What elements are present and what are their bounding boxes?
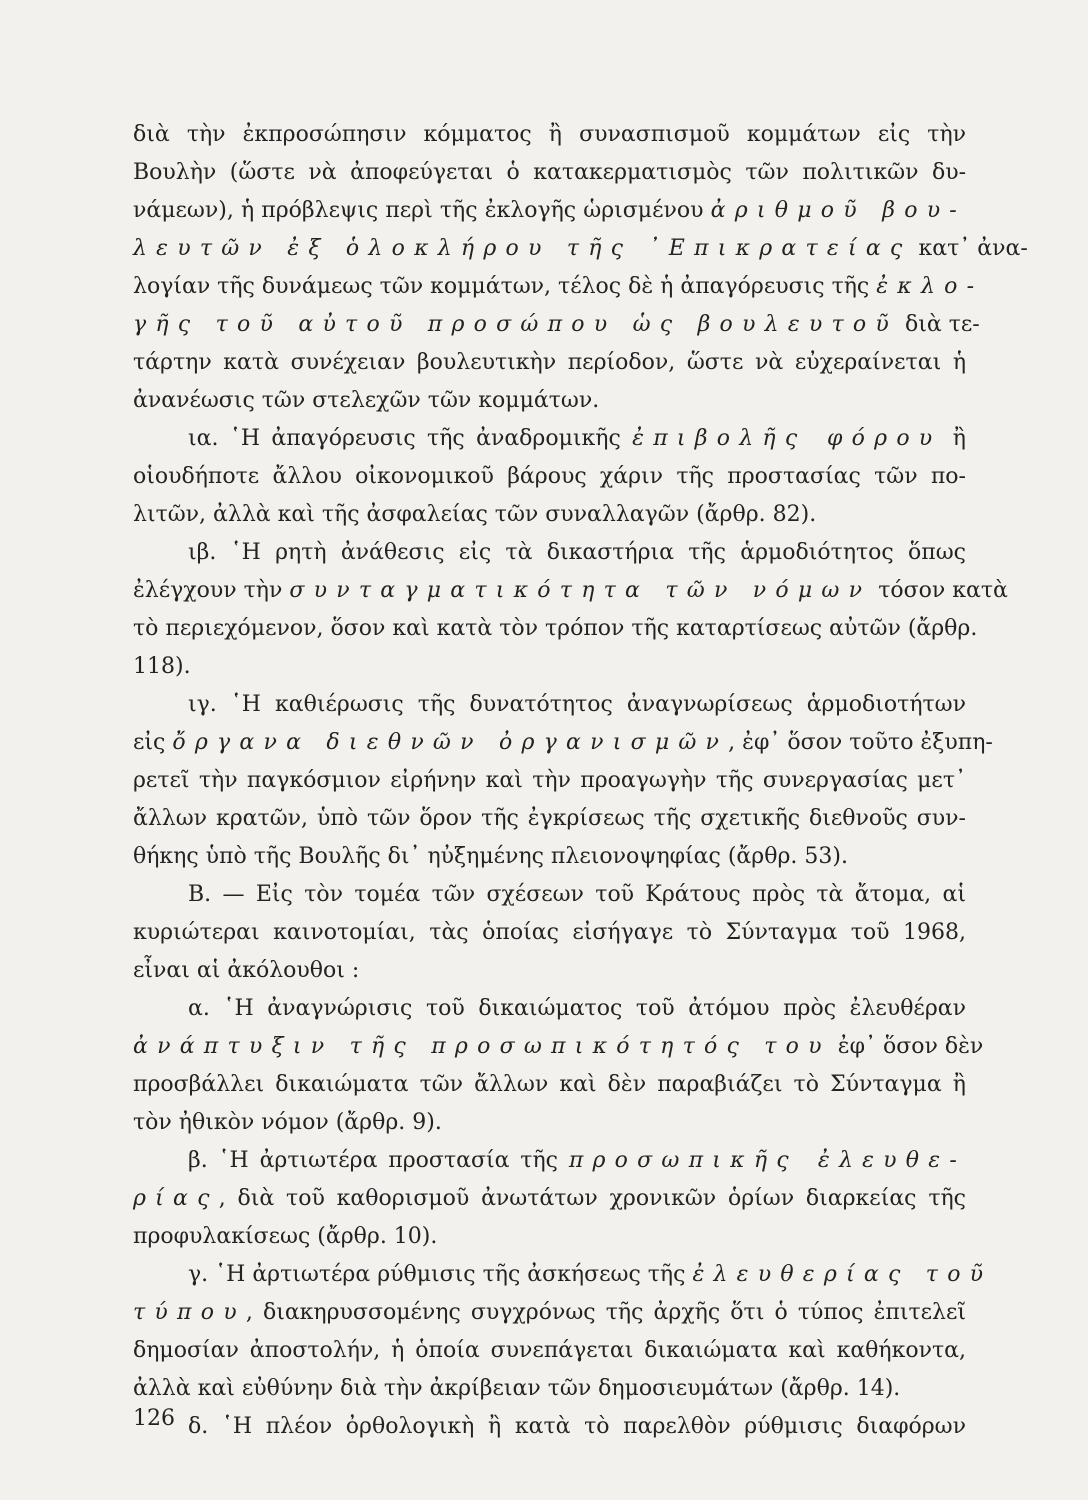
text-line bbox=[133, 990, 966, 1028]
text-segment: ἄλλων κρατῶν, ὑπὸ τῶν ὅρον τῆς ἐγκρίσεως τῆς σχετικῆς διεθνοῦς συν- bbox=[133, 806, 966, 831]
text-segment: διὰ τε- bbox=[898, 312, 980, 337]
text-line bbox=[133, 192, 966, 230]
text-segment: Β. — Εἰς τὸν τομέα τῶν σχέσεων τοῦ Κράτους πρὸς τὰ ἄτομα, αἱ bbox=[188, 882, 966, 907]
text-line bbox=[133, 116, 966, 154]
text-segment: ἀνανέωσις τῶν στελεχῶν τῶν κομμάτων. bbox=[133, 388, 600, 413]
spaced-emphasis-text: ἀριθμοῦ βου- bbox=[710, 198, 966, 223]
text-line bbox=[133, 1294, 966, 1332]
text-segment: εἶναι αἱ ἀκόλουθοι : bbox=[133, 958, 360, 983]
text-line bbox=[133, 876, 966, 914]
text-segment: ἀλλὰ καὶ εὐθύνην διὰ τὴν ἀκρίβειαν τῶν δημοσιευμάτων (ἄρθρ. 14). bbox=[133, 1376, 901, 1401]
text-segment: διὰ τὴν ἐκπροσώπησιν κόμματος ἢ συνασπισμοῦ κομμάτων εἰς τὴν bbox=[133, 122, 966, 147]
text-segment: δ. ῾Η πλέον ὀρθολογικὴ ἢ κατὰ τὸ παρελθὸν ρύθμισις διαφόρων bbox=[188, 1414, 966, 1439]
text-line bbox=[133, 382, 966, 420]
text-segment: , ἐφ᾿ ὅσον τοῦτο ἐξυπη- bbox=[728, 730, 993, 755]
text-line bbox=[133, 230, 1028, 268]
text-line bbox=[133, 686, 966, 724]
text-line bbox=[133, 1028, 984, 1066]
text-line bbox=[133, 458, 966, 496]
text-line bbox=[133, 1256, 993, 1294]
text-line bbox=[133, 572, 1008, 610]
text-segment: οἱουδήποτε ἄλλου οἰκονομικοῦ βάρους χάριν τῆς προστασίας τῶν πο- bbox=[133, 464, 966, 489]
spaced-emphasis-text: γῆς τοῦ αὐτοῦ προσώπου ὡς βουλευτοῦ bbox=[133, 312, 899, 337]
spaced-emphasis-text: ἐπιβολῆς φόρου bbox=[632, 426, 942, 451]
text-line bbox=[133, 534, 966, 572]
body-text bbox=[133, 116, 1028, 1446]
text-segment: θήκης ὑπὸ τῆς Βουλῆς δι᾿ ηὐξημένης πλειονοψηφίας (ἄρθρ. 53). bbox=[133, 844, 848, 869]
text-segment: , διακηρυσσομένης συγχρόνως τῆς ἀρχῆς ὅτι ὁ τύπος ἐπιτελεῖ bbox=[245, 1300, 966, 1325]
text-segment: ια. ῾Η ἀπαγόρευσις τῆς ἀναδρομικῆς bbox=[188, 426, 633, 451]
text-segment: ἢ bbox=[941, 426, 966, 451]
text-segment: προφυλακίσεως (ἄρθρ. 10). bbox=[133, 1224, 438, 1249]
text-segment: λιτῶν, ἀλλὰ καὶ τῆς ἀσφαλείας τῶν συναλλαγῶν (ἄρθρ. 82). bbox=[133, 502, 817, 527]
spaced-emphasis-text: συνταγματικότητα τῶν νόμων bbox=[289, 578, 872, 603]
text-segment: κατ᾿ ἀνα- bbox=[911, 236, 1028, 261]
text-segment: 118). bbox=[133, 654, 191, 679]
text-segment: κυριώτεραι καινοτομίαι, τὰς ὁποίας εἰσήγαγε τὸ Σύνταγμα τοῦ 1968, bbox=[133, 920, 966, 945]
text-line bbox=[133, 914, 966, 952]
spaced-emphasis-text: τύπου bbox=[133, 1300, 246, 1325]
text-line bbox=[133, 952, 966, 990]
text-line bbox=[133, 1104, 966, 1142]
text-segment: , διὰ τοῦ καθορισμοῦ ἀνωτάτων χρονικῶν ὁρίων διαρκείας τῆς bbox=[218, 1186, 966, 1211]
text-segment: ἐλέγχουν τὴν bbox=[133, 578, 290, 603]
text-line bbox=[133, 724, 993, 762]
text-segment: τὸ περιεχόμενον, ὅσον καὶ κατὰ τὸν τρόπον τῆς καταρτίσεως αὐτῶν (ἄρθρ. bbox=[133, 616, 978, 641]
spaced-emphasis-text: ἀνάπτυξιν τῆς προσωπικότητός του bbox=[133, 1034, 831, 1059]
text-line bbox=[133, 1180, 966, 1218]
text-line bbox=[133, 1142, 966, 1180]
spaced-emphasis-text: ρίας bbox=[133, 1186, 219, 1211]
spaced-emphasis-text: ἐλευθερίας τοῦ bbox=[692, 1262, 993, 1287]
text-segment: Βουλὴν (ὥστε νὰ ἀποφεύγεται ὁ κατακερματισμὸς τῶν πολιτικῶν δυ- bbox=[133, 160, 966, 185]
text-line bbox=[133, 1370, 966, 1408]
text-line bbox=[133, 496, 966, 534]
text-segment: ρετεῖ τὴν παγκόσμιον εἰρήνην καὶ τὴν προαγωγὴν τῆς συνεργασίας μετ᾿ bbox=[133, 768, 966, 793]
text-line bbox=[133, 344, 966, 382]
text-line bbox=[133, 1066, 966, 1104]
text-segment: εἰς bbox=[133, 730, 173, 755]
text-line bbox=[133, 1332, 966, 1370]
text-line bbox=[133, 1408, 966, 1446]
text-line bbox=[133, 800, 966, 838]
text-line bbox=[133, 420, 966, 458]
text-segment: β. ῾Η ἀρτιωτέρα προστασία τῆς bbox=[188, 1148, 569, 1173]
page-number: 126 bbox=[133, 1406, 175, 1431]
text-line bbox=[133, 154, 966, 192]
text-segment: νάμεων), ἡ πρόβλεψις περὶ τῆς ἐκλογῆς ὡρισμένου bbox=[133, 198, 711, 223]
spaced-emphasis-text: ὄργανα διεθνῶν ὀργανισμῶν bbox=[172, 730, 729, 755]
text-line bbox=[133, 838, 966, 876]
text-line bbox=[133, 610, 978, 648]
text-segment: τάρτην κατὰ συνέχειαν βουλευτικὴν περίοδον, ὥστε νὰ εὐχεραίνεται ἡ bbox=[133, 350, 966, 375]
text-segment: ιβ. ῾Η ρητὴ ἀνάθεσις εἰς τὰ δικαστήρια τῆς ἁρμοδιότητος ὅπως bbox=[188, 540, 966, 565]
text-line bbox=[133, 648, 966, 686]
text-line bbox=[133, 762, 966, 800]
text-segment: λογίαν τῆς δυνάμεως τῶν κομμάτων, τέλος δὲ ἡ ἀπαγόρευσις τῆς bbox=[133, 274, 877, 299]
spaced-emphasis-text: λευτῶν ἐξ ὁλοκλήρου τῆς ᾿Επικρατείας bbox=[133, 236, 912, 261]
spaced-emphasis-text: ἐκλο- bbox=[876, 274, 984, 299]
text-line bbox=[133, 306, 980, 344]
text-segment: τόσον κατὰ bbox=[871, 578, 1008, 603]
text-segment: δημοσίαν ἀποστολήν, ἡ ὁποία συνεπάγεται δικαιώματα καὶ καθήκοντα, bbox=[133, 1338, 966, 1363]
text-segment: ιγ. ῾Η καθιέρωσις τῆς δυνατότητος ἀναγνωρίσεως ἁρμοδιοτήτων bbox=[188, 692, 966, 717]
text-segment: τὸν ἠθικὸν νόμον (ἄρθρ. 9). bbox=[133, 1110, 442, 1135]
text-segment: ἐφ᾿ ὅσον δὲν bbox=[830, 1034, 984, 1059]
text-segment: γ. ῾Η ἀρτιωτέρα ρύθμισις τῆς ἀσκήσεως τῆς bbox=[188, 1262, 693, 1287]
text-line bbox=[133, 268, 984, 306]
text-line bbox=[133, 1218, 966, 1256]
text-segment: προσβάλλει δικαιώματα τῶν ἄλλων καὶ δὲν παραβιάζει τὸ Σύνταγμα ἢ bbox=[133, 1072, 966, 1097]
spaced-emphasis-text: προσωπικῆς ἐλευθε- bbox=[568, 1148, 966, 1173]
text-segment: α. ῾Η ἀναγνώρισις τοῦ δικαιώματος τοῦ ἀτόμου πρὸς ἐλευθέραν bbox=[188, 996, 966, 1021]
